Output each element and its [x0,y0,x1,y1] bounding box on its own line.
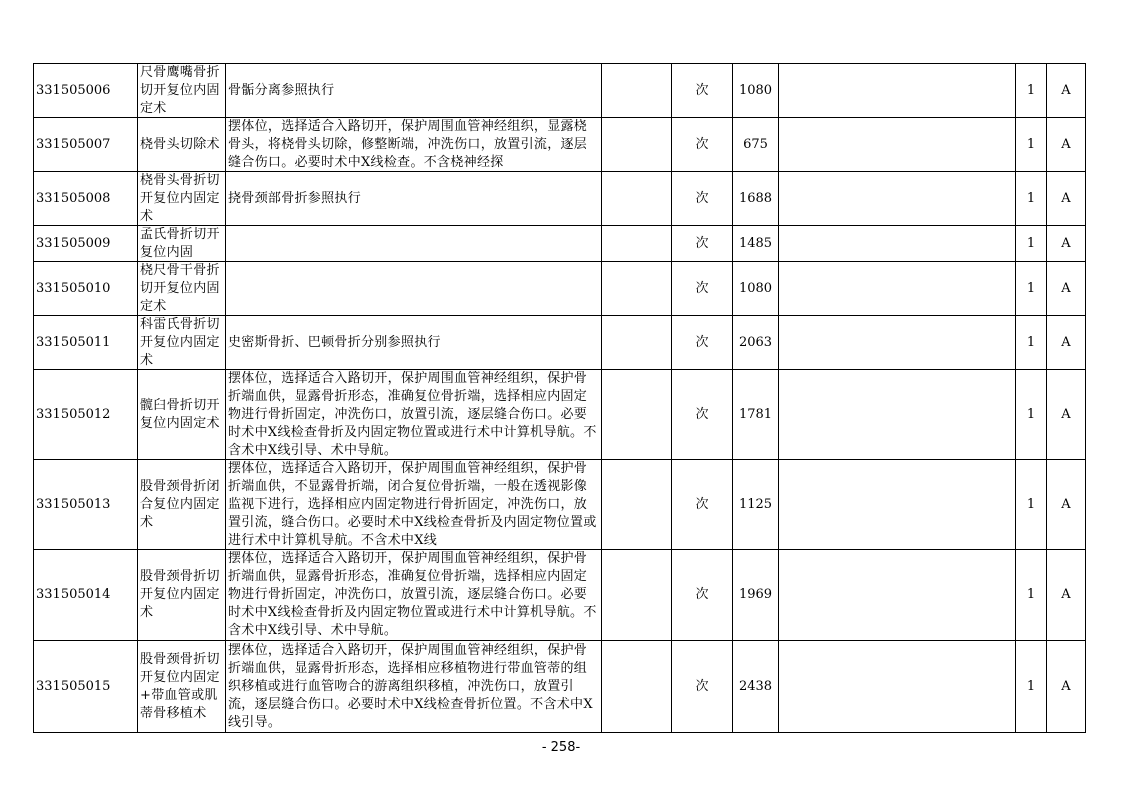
ratio-cell [1016,316,1047,370]
item-code-cell [34,64,138,118]
note-cell [779,226,1016,262]
item-name-cell [138,226,226,262]
unit-cell-text: 次 [695,280,709,296]
ratio-cell-text: 1 [1026,496,1036,512]
ratio-cell [1016,460,1047,550]
item-code-cell [34,316,138,370]
table-row [34,226,1086,262]
table-row [34,550,1086,641]
excluded-content-cell [602,316,672,370]
note-cell [779,172,1016,226]
note-cell [779,262,1016,316]
unit-cell-text: 次 [695,235,709,251]
item-code-cell-text: 331505014 [36,587,111,602]
note-cell [779,316,1016,370]
ratio-cell [1016,262,1047,316]
table-row [34,64,1086,118]
item-name-cell-text: 桡尺骨干骨折切开复位内固定术 [140,263,220,314]
item-content-cell [226,172,602,226]
price-cell-text: 2063 [738,334,773,350]
item-content-cell-text: 挠骨颈部骨折参照执行 [228,190,362,206]
ratio-cell [1016,226,1047,262]
item-content-cell-text: 摆体位，选择适合入路切开，保护周围血管神经组织，保护骨折端血供，显露骨折形态，选择相应移植物进行带血管蒂的组织移植或进行血管吻合的游离组织移植，冲洗伤口，放置引流，逐层缝合伤口。必要时术中X线检查骨折位置。不含术中X线引导。 [228,642,593,730]
item-name-cell [138,370,226,460]
category-cell [1047,460,1086,550]
item-name-cell-text: 尺骨鹰嘴骨折切开复位内固定术 [140,65,220,116]
ratio-cell [1016,172,1047,226]
item-name-cell [138,641,226,733]
price-cell [733,172,779,226]
item-content-cell [226,64,602,118]
note-cell [779,460,1016,550]
ratio-cell-text: 1 [1026,235,1036,251]
item-content-cell [226,550,602,641]
price-cell [733,262,779,316]
unit-cell-text: 次 [695,82,709,98]
item-code-cell-text: 331505010 [36,280,111,296]
excluded-content-cell [602,370,672,460]
price-cell-text: 1781 [738,406,773,422]
item-code-cell [34,460,138,550]
category-cell-text: A [1061,82,1071,98]
category-cell [1047,118,1086,172]
item-name-cell [138,460,226,550]
excluded-content-cell [602,262,672,316]
price-cell [733,550,779,641]
ratio-cell [1016,370,1047,460]
item-name-cell [138,172,226,226]
table-row [34,460,1086,550]
unit-cell-text: 次 [695,678,709,694]
category-cell [1047,64,1086,118]
category-cell [1047,226,1086,262]
price-cell-text: 675 [743,136,768,152]
category-cell-text: A [1061,496,1071,512]
price-cell-text: 1485 [738,235,773,251]
unit-cell [672,641,733,733]
unit-cell [672,64,733,118]
excluded-content-cell [602,172,672,226]
price-cell [733,316,779,370]
item-content-cell [226,118,602,172]
unit-cell-text: 次 [695,406,709,422]
unit-cell [672,172,733,226]
item-code-cell-text: 331505008 [36,190,111,206]
ratio-cell-text: 1 [1026,190,1036,206]
item-name-cell [138,316,226,370]
item-code-cell [34,172,138,226]
table-row [34,370,1086,460]
excluded-content-cell [602,641,672,733]
item-code-cell-text: 331505015 [36,678,111,694]
category-cell-text: A [1061,678,1071,694]
note-cell [779,370,1016,460]
category-cell [1047,262,1086,316]
item-content-cell [226,316,602,370]
item-code-cell [34,118,138,172]
ratio-cell-text: 1 [1026,678,1036,694]
table-body [34,64,1086,733]
category-cell-text: A [1061,334,1071,350]
ratio-cell [1016,64,1047,118]
item-name-cell-text: 科雷氏骨折切开复位内固定术 [140,317,220,368]
item-content-cell-text: 骨骺分离参照执行 [228,82,335,98]
price-cell [733,64,779,118]
price-cell [733,370,779,460]
note-cell [779,118,1016,172]
ratio-cell-text: 1 [1026,406,1036,422]
category-cell-text: A [1061,136,1071,152]
unit-cell-text: 次 [695,190,709,206]
item-code-cell [34,550,138,641]
price-cell-text: 1688 [738,190,773,206]
price-cell-text: 1125 [738,496,773,512]
ratio-cell [1016,550,1047,641]
unit-cell-text: 次 [695,334,709,350]
ratio-cell-text: 1 [1026,587,1036,602]
category-cell-text: A [1061,190,1071,206]
category-cell [1047,641,1086,733]
ratio-cell [1016,641,1047,733]
item-content-cell [226,641,602,733]
category-cell-text: A [1061,280,1071,296]
excluded-content-cell [602,64,672,118]
price-cell-text: 1969 [738,587,773,602]
unit-cell-text: 次 [695,496,709,512]
unit-cell [672,226,733,262]
item-content-cell-text: 摆体位，选择适合入路切开，保护周围血管神经组织，保护骨折端血供，显露骨折形态，准确复位骨折端，选择相应内固定物进行骨折固定，冲洗伤口，放置引流，逐层缝合伤口。必要时术中X线检查骨折及内固定物位置或进行术中计算机导航。不含术中X线引导、术中导航。 [228,371,597,458]
excluded-content-cell [602,460,672,550]
table-row [34,641,1086,733]
ratio-cell-text: 1 [1026,280,1036,296]
category-cell [1047,172,1086,226]
price-cell-text: 1080 [738,82,773,98]
price-cell [733,460,779,550]
item-code-cell-text: 331505007 [36,136,111,152]
item-code-cell-text: 331505013 [36,496,111,512]
unit-cell-text: 次 [695,587,709,602]
item-content-cell-text: 史密斯骨折、巴顿骨折分别参照执行 [228,334,441,350]
table-row [34,118,1086,172]
item-content-cell-text: 摆体位，选择适合入路切开，保护周围血管神经组织，保护骨折端血供，显露骨折形态，准确复位骨折端，选择相应内固定物进行骨折固定，冲洗伤口，放置引流，逐层缝合伤口。必要时术中X线检查骨折及内固定物位置或进行术中计算机导航。不含术中X线引导、术中导航。 [228,551,597,638]
category-cell-text: A [1061,235,1071,251]
price-cell-text: 1080 [738,280,773,296]
note-cell [779,641,1016,733]
fee-table [33,63,1086,733]
price-cell [733,118,779,172]
item-code-cell [34,641,138,733]
category-cell [1047,550,1086,641]
category-cell-text: A [1061,406,1071,422]
item-name-cell-text: 股骨颈骨折切开复位内固定+带血管或肌蒂骨移植术 [140,651,220,721]
ratio-cell-text: 1 [1026,334,1036,350]
item-code-cell-text: 331505011 [36,334,111,350]
item-name-cell [138,118,226,172]
item-content-cell-text: 摆体位，选择适合入路切开，保护周围血管神经组织，保护骨折端血供，不显露骨折端，闭合复位骨折端，一般在透视影像监视下进行，选择相应内固定物进行骨折固定，冲洗伤口，放置引流，缝合伤口。必要时术中X线检查骨折及内固定物位置或进行术中计算机导航。不含术中X线 [228,461,597,548]
unit-cell-text: 次 [695,136,709,152]
unit-cell [672,118,733,172]
table-row [34,262,1086,316]
item-content-cell [226,370,602,460]
ratio-cell-text: 1 [1026,82,1036,98]
excluded-content-cell [602,550,672,641]
item-code-cell [34,370,138,460]
item-name-cell [138,262,226,316]
item-name-cell [138,64,226,118]
unit-cell [672,550,733,641]
note-cell [779,550,1016,641]
unit-cell [672,370,733,460]
page-number: - 258- [541,740,581,755]
item-name-cell-text: 孟氏骨折切开复位内固 [140,227,220,260]
item-name-cell-text: 桡骨头切除术 [140,136,220,152]
excluded-content-cell [602,118,672,172]
table-row [34,172,1086,226]
unit-cell [672,262,733,316]
price-cell [733,641,779,733]
category-cell [1047,316,1086,370]
item-code-cell [34,226,138,262]
item-content-cell [226,262,602,316]
table-row [34,316,1086,370]
item-code-cell-text: 331505012 [36,406,111,422]
item-name-cell-text: 股骨颈骨折闭合复位内固定术 [140,478,220,530]
price-cell-text: 2438 [738,678,773,694]
ratio-cell-text: 1 [1026,136,1036,152]
item-name-cell-text: 髋臼骨折切开复位内固定术 [140,397,220,431]
excluded-content-cell [602,226,672,262]
price-cell [733,226,779,262]
item-content-cell-text: 摆体位，选择适合入路切开，保护周围血管神经组织，显露桡骨头，将桡骨头切除，修整断端，冲洗伤口，放置引流，逐层缝合伤口。必要时术中X线检查。不含桡神经探 [228,119,588,170]
unit-cell [672,316,733,370]
unit-cell [672,460,733,550]
item-code-cell-text: 331505009 [36,235,111,251]
item-name-cell [138,550,226,641]
category-cell-text: A [1061,587,1071,602]
item-name-cell-text: 桡骨头骨折切开复位内固定术 [140,173,220,224]
item-content-cell [226,226,602,262]
item-content-cell [226,460,602,550]
item-code-cell-text: 331505006 [36,82,111,98]
note-cell [779,64,1016,118]
item-code-cell [34,262,138,316]
category-cell [1047,370,1086,460]
ratio-cell [1016,118,1047,172]
item-name-cell-text: 股骨颈骨折切开复位内固定术 [140,569,220,620]
